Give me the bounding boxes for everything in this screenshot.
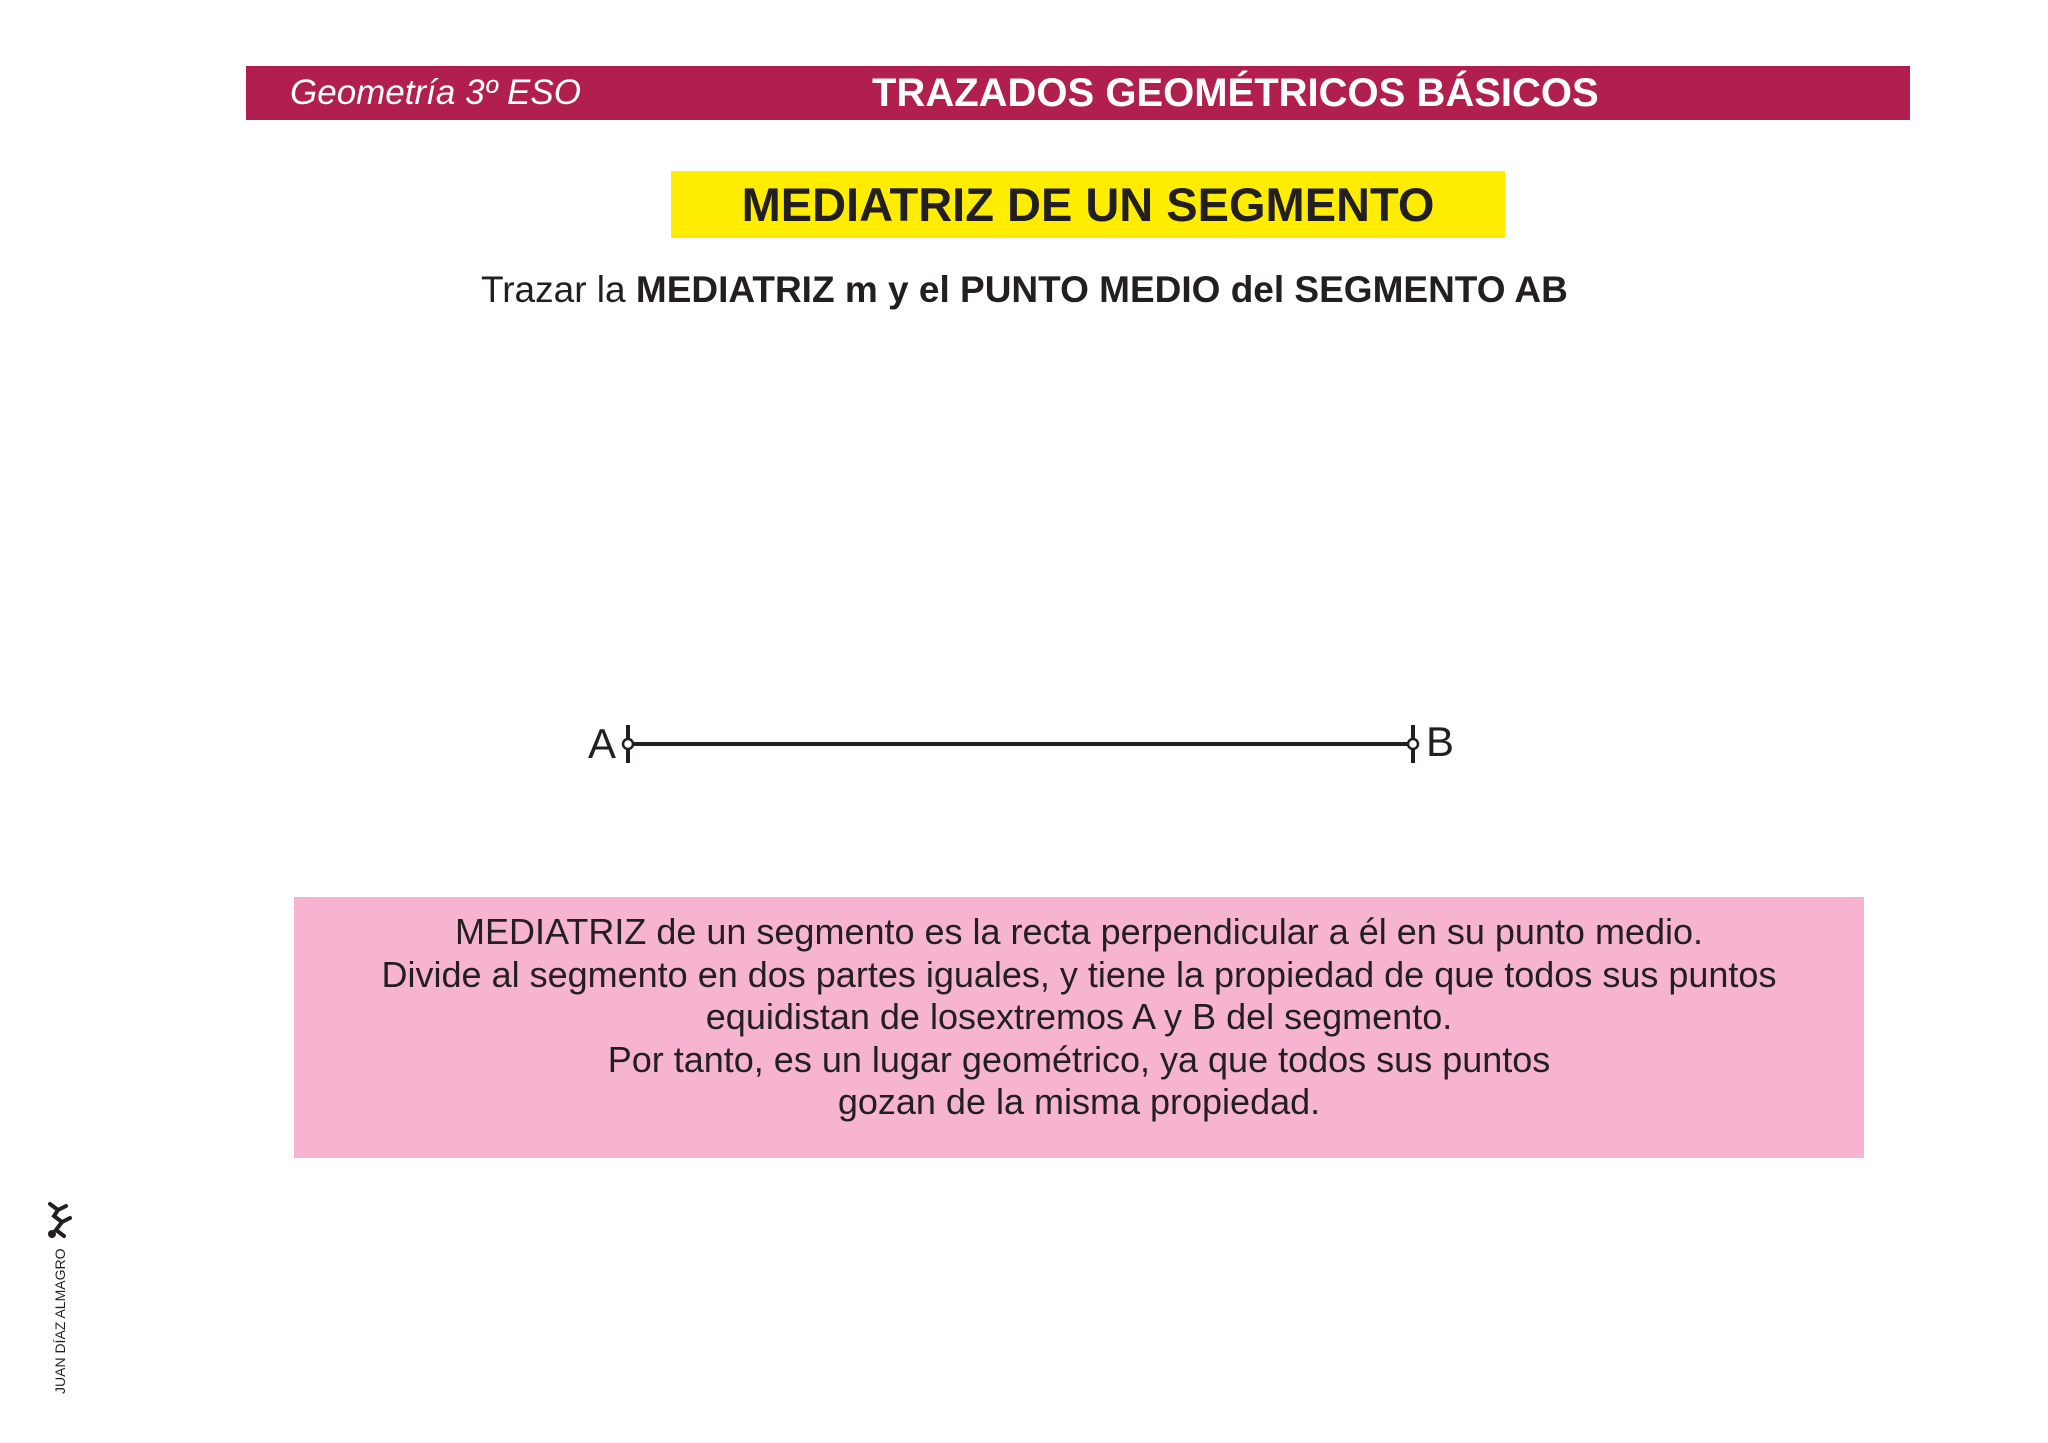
page-title: MEDIATRIZ DE UN SEGMENTO: [741, 178, 1435, 231]
title-highlight: [671, 171, 1505, 238]
instruction-emphasis: MEDIATRIZ m y el PUNTO MEDIO del SEGMENTO AB: [635, 269, 1568, 310]
label-point-b: B: [1426, 718, 1455, 765]
definition-line: equidistan de losextremos A y B del segmento.: [705, 996, 1453, 1037]
definition-line: Divide al segmento en dos partes iguales, y tiene la propiedad de que todos sus puntos: [381, 953, 1777, 995]
endpoint-b-marker: [1408, 739, 1418, 749]
instruction: [481, 262, 1568, 318]
author-credit: [40, 1200, 80, 1410]
instruction-prefix: Trazar la: [481, 269, 636, 310]
segment-diagram: [560, 700, 1480, 820]
definition-text: [294, 911, 1864, 1124]
author-name: JUAN DÍAZ ALMAGRO: [52, 1248, 68, 1394]
course-label: Geometría 3º ESO: [290, 73, 581, 112]
definition-line: Por tanto, es un lugar geométrico, ya que todos sus puntos: [607, 1038, 1551, 1080]
definition-line: gozan de la misma propiedad.: [837, 1081, 1321, 1122]
header-bar: [246, 66, 1910, 120]
endpoint-a-marker: [623, 739, 633, 749]
author-logo-icon: [44, 1200, 74, 1240]
definition-line: MEDIATRIZ de un segmento es la recta perpendicular a él en su punto medio.: [455, 911, 1703, 952]
definition-box: [294, 897, 1864, 1158]
label-point-a: A: [588, 720, 617, 767]
unit-title: TRAZADOS GEOMÉTRICOS BÁSICOS: [872, 71, 1599, 115]
